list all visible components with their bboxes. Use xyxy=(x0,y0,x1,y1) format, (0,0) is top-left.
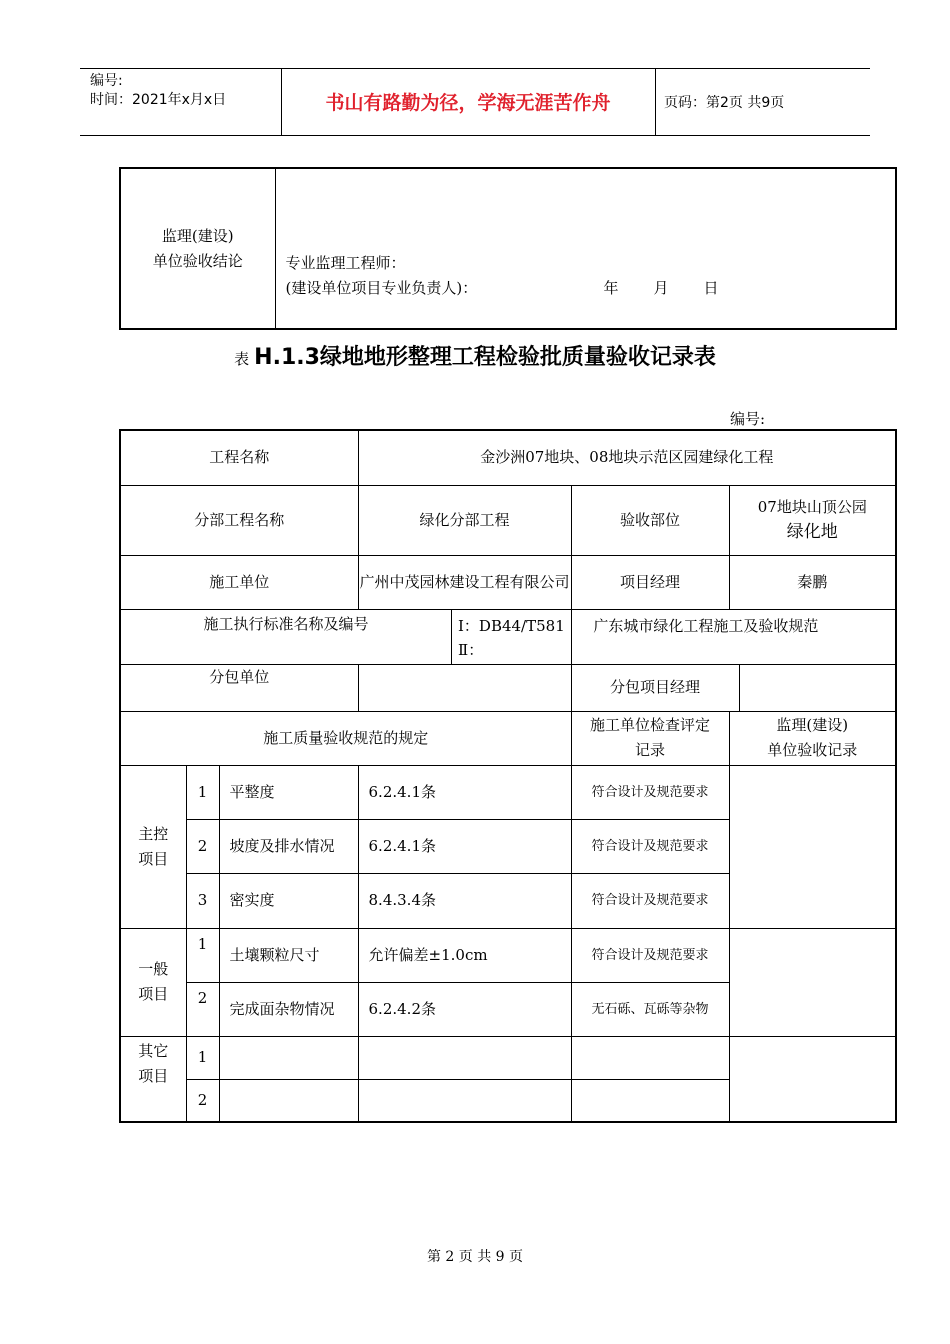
item-spec: 6.2.4.2条 xyxy=(358,982,571,1036)
pm-value: 秦鹏 xyxy=(729,555,896,609)
table-row xyxy=(120,711,896,765)
item-name: 坡度及排水情况 xyxy=(219,819,358,873)
acceptance-part-line1: 07地块山顶公园 xyxy=(757,498,867,516)
header-bottom-rule xyxy=(80,135,870,136)
item-spec xyxy=(358,1079,571,1122)
item-spec: 6.2.4.1条 xyxy=(358,765,571,819)
project-name-label: 工程名称 xyxy=(120,430,358,485)
other-supervision-cell xyxy=(729,1036,896,1122)
conclusion-label-line2: 单位验收结论 xyxy=(152,251,243,270)
table-row xyxy=(120,485,896,555)
main-supervision-cell xyxy=(729,765,896,928)
conclusion-content-cell xyxy=(275,168,896,329)
title-prefix: 表 xyxy=(234,350,250,368)
item-spec: 6.2.4.1条 xyxy=(358,819,571,873)
table-row xyxy=(120,555,896,609)
header-meta xyxy=(90,72,226,110)
subcontractor-label: 分包单位 xyxy=(120,664,358,711)
table-row xyxy=(120,1036,896,1079)
item-spec: 8.4.3.4条 xyxy=(358,873,571,928)
contractor-value: 广州中茂园林建设工程有限公司 xyxy=(358,555,571,609)
check-header xyxy=(571,711,729,765)
supervision-header xyxy=(729,711,896,765)
standard-value-line2: Ⅱ： xyxy=(458,641,484,659)
item-result xyxy=(571,1036,729,1079)
item-result: 符合设计及规范要求 xyxy=(571,928,729,982)
sub-project-label: 分部工程名称 xyxy=(120,485,358,555)
acceptance-part-label: 验收部位 xyxy=(571,485,729,555)
sub-pm-cell xyxy=(571,664,896,711)
table-row xyxy=(120,765,896,819)
other-group-line2: 项目 xyxy=(138,1066,169,1085)
item-name xyxy=(219,1079,358,1122)
conclusion-label-cell xyxy=(120,168,275,329)
item-result xyxy=(571,1079,729,1122)
supervision-header-line2: 单位验收记录 xyxy=(767,741,858,759)
supervision-header-line1: 监理(建设) xyxy=(776,716,849,734)
item-no: 3 xyxy=(186,873,219,928)
general-supervision-cell xyxy=(729,928,896,1036)
item-no: 2 xyxy=(186,1079,219,1122)
table-row xyxy=(120,430,896,485)
check-header-line2: 记录 xyxy=(635,741,666,759)
conclusion-table xyxy=(119,167,897,330)
other-group-line1: 其它 xyxy=(138,1041,169,1060)
acceptance-part-value xyxy=(729,485,896,555)
header-page-info: 页码：第2页 共9页 xyxy=(664,94,785,111)
owner-label: (建设单位项目专业负责人)： xyxy=(285,278,478,297)
item-spec xyxy=(358,1036,571,1079)
page-footer: 第 2 页 共 9 页 xyxy=(426,1249,524,1265)
header-divider xyxy=(655,68,656,135)
item-name: 平整度 xyxy=(219,765,358,819)
item-no: 1 xyxy=(186,1036,219,1079)
item-result: 符合设计及规范要求 xyxy=(571,819,729,873)
item-result: 无石砾、瓦砾等杂物 xyxy=(571,982,729,1036)
owner-line xyxy=(286,276,896,301)
item-no: 2 xyxy=(186,982,219,1036)
conclusion-label-line1: 监理(建设) xyxy=(161,226,234,245)
inspection-record-table xyxy=(119,429,897,1123)
day-label: 日 xyxy=(703,278,719,297)
header-code: 编号: xyxy=(90,73,123,89)
spec-header: 施工质量验收规范的规定 xyxy=(120,711,571,765)
item-no: 1 xyxy=(186,928,219,982)
main-group-line2: 项目 xyxy=(138,849,169,868)
general-group-line1: 一般 xyxy=(138,960,169,978)
standard-label: 施工执行标准名称及编号 xyxy=(121,610,452,664)
header-motto: 书山有路勤为径，学海无涯苦作舟 xyxy=(325,92,611,114)
contractor-label: 施工单位 xyxy=(120,555,358,609)
general-group-label xyxy=(120,928,186,1036)
item-name xyxy=(219,1036,358,1079)
item-no: 1 xyxy=(186,765,219,819)
general-group-line2: 项目 xyxy=(138,985,169,1003)
month-label: 月 xyxy=(653,278,669,297)
sub-pm-label: 分包项目经理 xyxy=(572,665,740,711)
acceptance-part-line2: 绿化地 xyxy=(786,522,838,542)
item-result: 符合设计及规范要求 xyxy=(571,873,729,928)
header-time: 时间：2021年x月x日 xyxy=(90,92,227,108)
standard-value-line1: Ⅰ：DB44/T581 广东城市绿化工程施工及验收规范 xyxy=(458,617,819,635)
item-spec: 允许偏差±1.0cm xyxy=(358,928,571,982)
item-result: 符合设计及规范要求 xyxy=(571,765,729,819)
standard-value xyxy=(458,614,818,662)
other-group-label xyxy=(120,1036,186,1122)
project-name-value: 金沙洲07地块、08地块示范区园建绿化工程 xyxy=(358,430,896,485)
item-name: 土壤颗粒尺寸 xyxy=(219,928,358,982)
check-header-line1: 施工单位检查评定 xyxy=(590,716,711,734)
item-name: 密实度 xyxy=(219,873,358,928)
table-row xyxy=(120,664,896,711)
main-group-line1: 主控 xyxy=(138,824,169,843)
table-row xyxy=(120,928,896,982)
doc-number-label: 编号: xyxy=(730,410,766,428)
sub-project-value: 绿化分部工程 xyxy=(358,485,571,555)
page-title xyxy=(0,340,950,371)
pm-label: 项目经理 xyxy=(571,555,729,609)
engineer-line: 专业监理工程师： xyxy=(285,253,406,272)
item-no: 2 xyxy=(186,819,219,873)
subcontractor-value xyxy=(358,664,571,711)
title-text: H.1.3绿地地形整理工程检验批质量验收记录表 xyxy=(254,345,716,370)
main-group-label xyxy=(120,765,186,928)
year-label: 年 xyxy=(603,278,619,297)
item-name: 完成面杂物情况 xyxy=(219,982,358,1036)
sub-pm-value xyxy=(740,665,896,711)
